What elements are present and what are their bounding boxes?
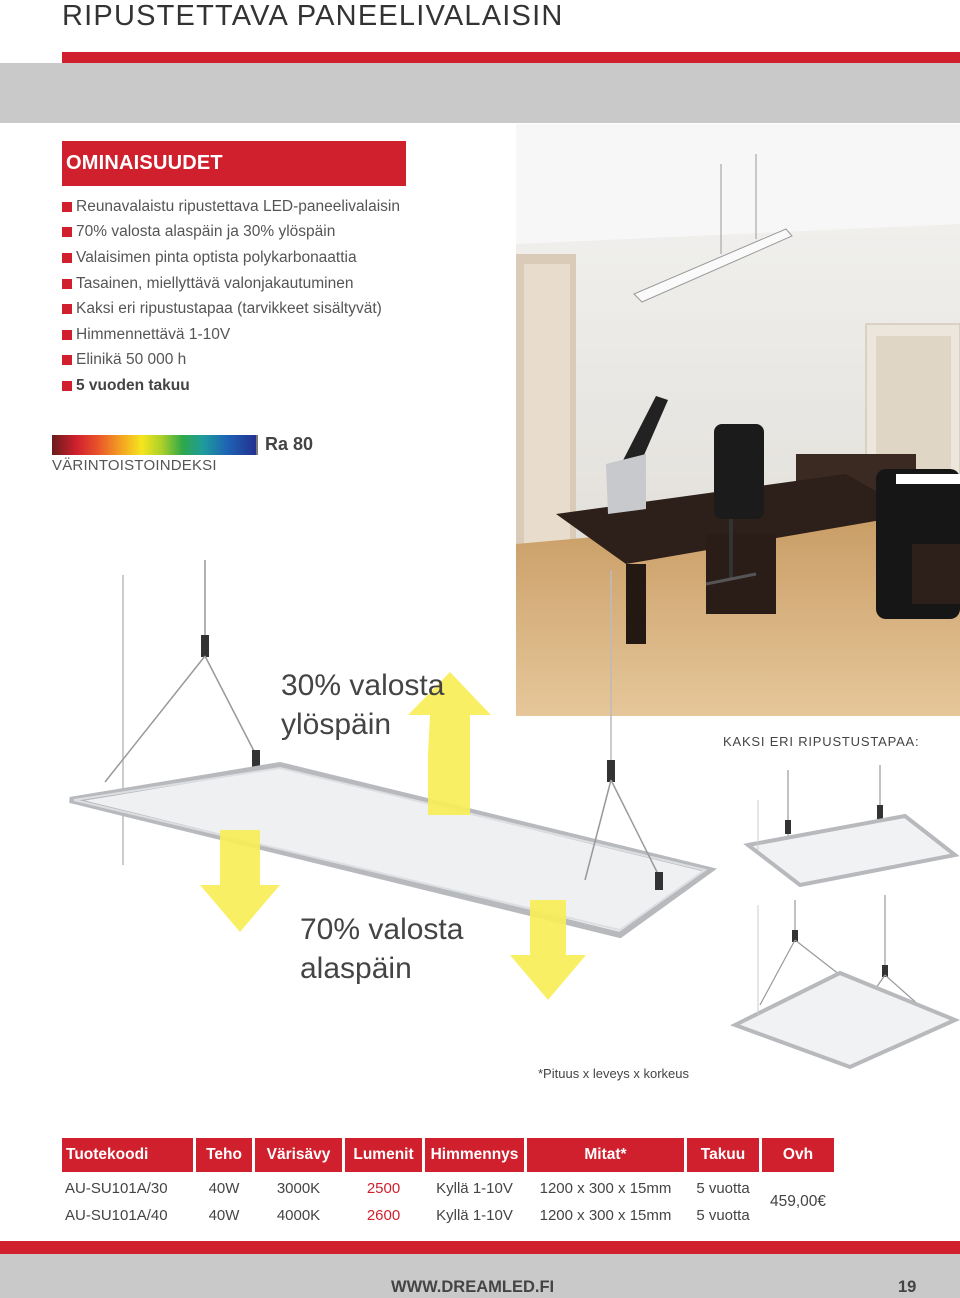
- mounting-methods-label: KAKSI ERI RIPUSTUSTAPAA:: [723, 734, 920, 749]
- website-link[interactable]: WWW.DREAMLED.FI: [391, 1278, 555, 1296]
- header-red-band: [62, 52, 960, 63]
- color-spectrum-bar: [52, 435, 256, 455]
- feature-item: Reunavalaistu ripustettava LED-paneelivalaisin: [62, 194, 400, 220]
- square-bullet-icon: [62, 355, 72, 365]
- square-bullet-icon: [62, 381, 72, 391]
- page-title: RIPUSTETTAVA PANEELIVALAISIN: [62, 0, 564, 32]
- column-header-lumens: Lumenit: [345, 1138, 422, 1172]
- header-grey-band: [0, 63, 960, 123]
- dimension-note: *Pituus x leveys x korkeus: [538, 1066, 690, 1081]
- square-bullet-icon: [62, 253, 72, 263]
- cri-marker-line: [256, 435, 258, 455]
- footer-red-band: [0, 1241, 960, 1254]
- feature-item: Elinikä 50 000 h: [62, 348, 400, 374]
- page-number: 19: [898, 1278, 917, 1296]
- square-bullet-icon: [62, 304, 72, 314]
- features-heading: OMINAISUUDET: [62, 141, 406, 186]
- column-header-dimming: Himmennys: [425, 1138, 524, 1172]
- features-list: [62, 194, 400, 399]
- square-bullet-icon: [62, 330, 72, 340]
- price-value: 459,00€: [769, 1193, 827, 1210]
- column-header-code: Tuotekoodi: [62, 1138, 193, 1172]
- feature-item: Himmennettävä 1-10V: [62, 322, 400, 348]
- feature-item: Valaisimen pinta optista polykarbonaattia: [62, 245, 400, 271]
- feature-item: Kaksi eri ripustustapaa (tarvikkeet sisältyvät): [62, 296, 400, 322]
- feature-item-warranty: 5 vuoden takuu: [62, 373, 400, 399]
- square-bullet-icon: [62, 202, 72, 212]
- column-header-dimensions: Mitat*: [527, 1138, 684, 1172]
- mounting-option-v-cable-icon: [730, 895, 960, 1075]
- uplight-caption: 30% valosta ylöspäin: [281, 669, 445, 741]
- column-header-color-temp: Värisävy: [255, 1138, 342, 1172]
- cri-label: VÄRINTOISTOINDEKSI: [52, 457, 217, 474]
- column-header-power: Teho: [196, 1138, 252, 1172]
- column-header-price: Ovh: [762, 1138, 834, 1172]
- square-bullet-icon: [62, 279, 72, 289]
- feature-item: Tasainen, miellyttävä valonjakautuminen: [62, 271, 400, 297]
- downlight-caption: 70% valosta alaspäin: [300, 913, 464, 985]
- mounting-option-straight-icon: [730, 760, 960, 890]
- feature-item: 70% valosta alaspäin ja 30% ylöspäin: [62, 220, 400, 246]
- square-bullet-icon: [62, 227, 72, 237]
- column-header-warranty: Takuu: [687, 1138, 759, 1172]
- cri-value: Ra 80: [265, 434, 314, 454]
